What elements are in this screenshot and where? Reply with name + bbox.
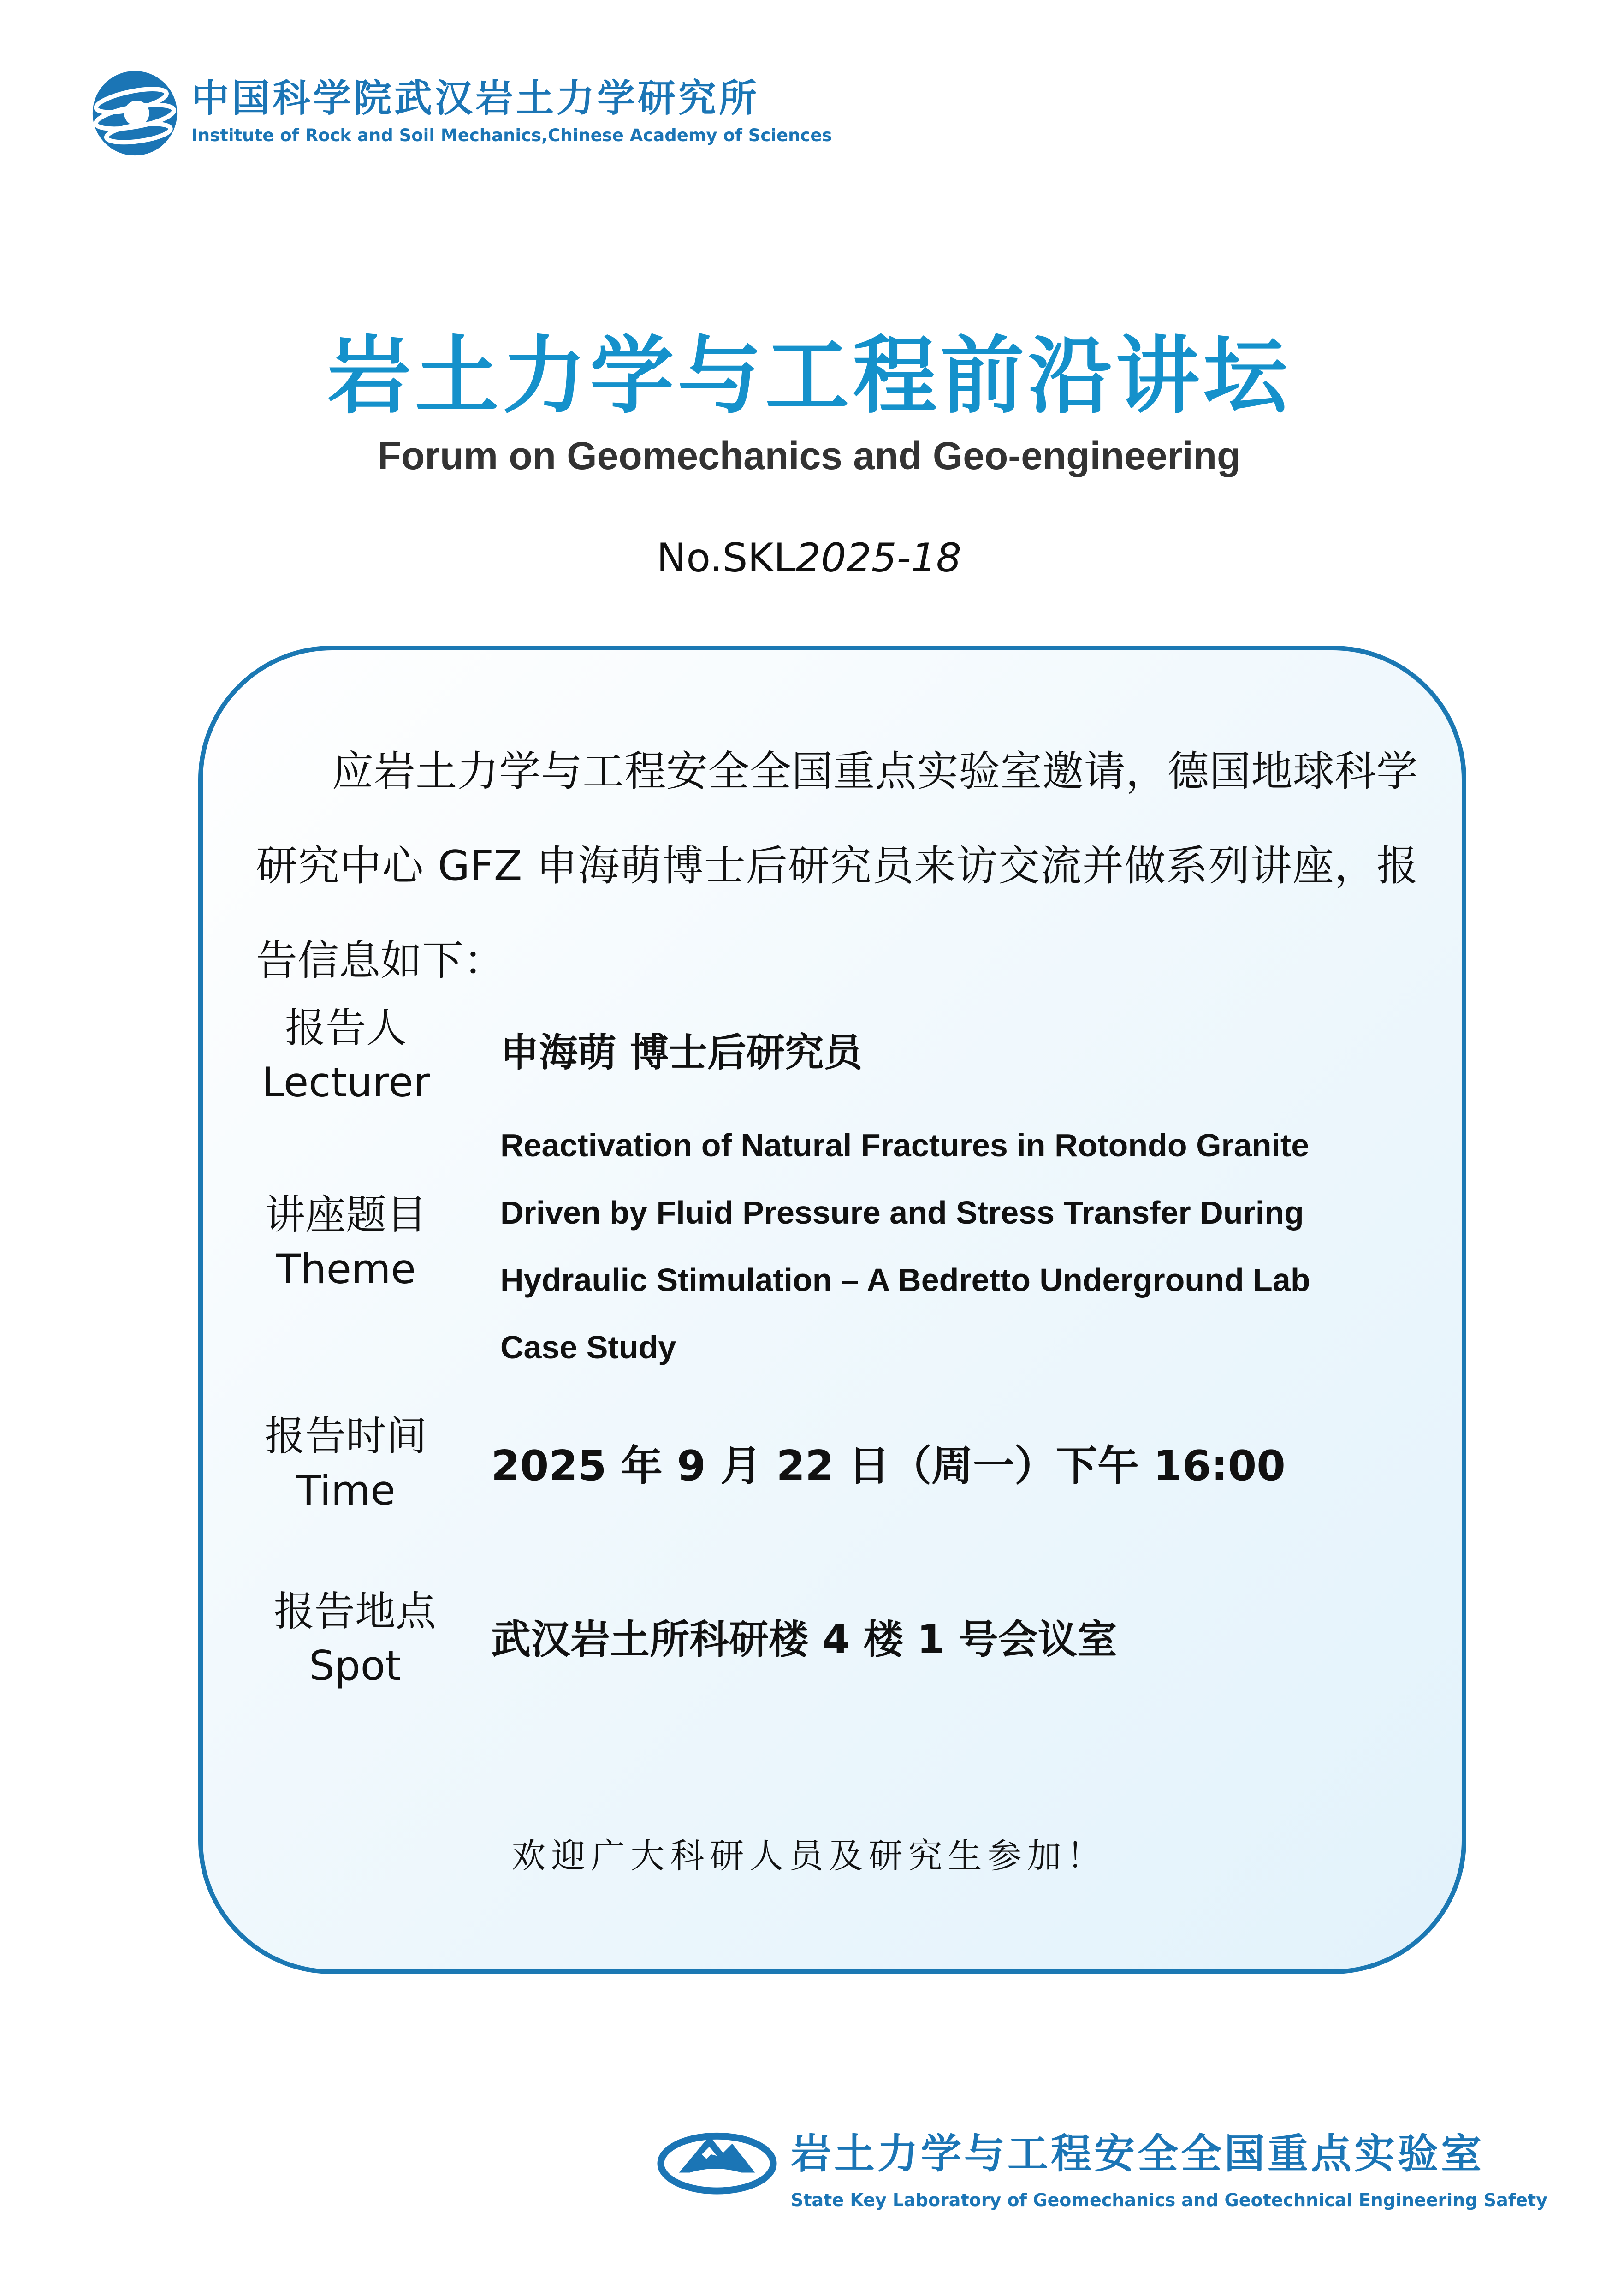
lecturer-label: [235, 1001, 456, 1110]
forum-title-en: Forum on Geomechanics and Geo-engineering: [377, 434, 1241, 477]
issue-number: [0, 535, 1618, 581]
theme-line: Hydraulic Stimulation – A Bedretto Underground Lab: [500, 1262, 1310, 1298]
time-label-cn: 报告时间: [264, 1412, 427, 1460]
intro-paragraph: [256, 724, 1418, 1008]
welcome-note: 欢迎广大科研人员及研究生参加！: [511, 1836, 1107, 1876]
lab-name-cn: 岩土力学与工程安全全国重点实验室: [791, 2130, 1485, 2177]
spot-label-en: Spot: [308, 1642, 402, 1689]
lecturer-value: 申海萌 博士后研究员: [500, 1030, 863, 1075]
lecturer-label-en: Lecturer: [261, 1059, 430, 1106]
cas-globe-logo-icon: [90, 68, 180, 158]
theme-line: Reactivation of Natural Fractures in Rotondo Granite: [500, 1127, 1310, 1163]
institute-name-en: Institute of Rock and Soil Mechanics,Chinese Academy of Sciences: [191, 125, 832, 145]
spot-label: [244, 1584, 466, 1693]
intro-text: 应岩土力学与工程安全全国重点实验室邀请，德国地球科学研究中心 GFZ 申海萌博士后研究员来访交流并做系列讲座，报告信息如下：: [256, 747, 1418, 985]
spot-label-cn: 报告地点: [273, 1588, 436, 1635]
lecturer-label-cn: 报告人: [284, 1004, 407, 1052]
lab-name-en: State Key Laboratory of Geomechanics and Geotechnical Engineering Safety: [791, 2190, 1547, 2210]
time-label: [235, 1409, 456, 1518]
theme-label-cn: 讲座题目: [264, 1191, 427, 1238]
institute-name-cn: 中国科学院武汉岩土力学研究所: [191, 77, 760, 120]
time-label-en: Time: [296, 1467, 396, 1514]
spot-value: 武汉岩土所科研楼 4 楼 1 号会议室: [491, 1617, 1117, 1663]
theme-line: Driven by Fluid Pressure and Stress Transfer During: [500, 1195, 1304, 1231]
issue-prefix: No.SKL: [657, 535, 796, 581]
theme-label: [235, 1188, 456, 1297]
issue-number-value: 2025-18: [795, 535, 961, 581]
theme-value: [500, 1112, 1450, 1381]
theme-label-en: Theme: [276, 1245, 416, 1293]
state-key-lab-mountain-logo-icon: [655, 2119, 779, 2195]
time-value: 2025 年 9 月 22 日（周一）下午 16:00: [491, 1442, 1286, 1490]
forum-title-cn: 岩土力学与工程前沿讲坛: [327, 327, 1291, 425]
theme-line: Case Study: [500, 1329, 676, 1365]
